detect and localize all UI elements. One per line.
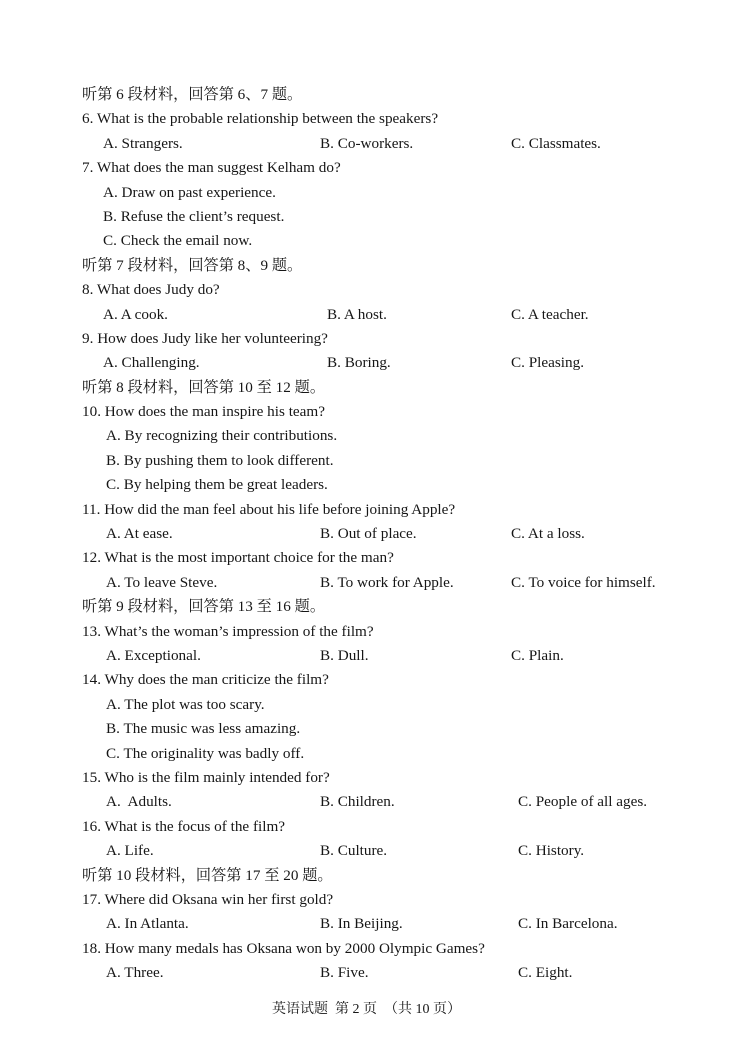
option-a: A. Draw on past experience. [103,183,276,201]
question-stem: 6. What is the probable relationship between the speakers? [82,110,439,128]
option-a: A. Three. [106,964,164,982]
section-instruction: 听第 9 段材料，回答第 13 至 16 题。 [82,598,325,616]
question-stem: 11. How did the man feel about his life before joining Apple? [82,500,456,518]
option-c: C. Check the email now. [103,232,253,250]
option-c: C. In Barcelona. [518,915,618,933]
question-stem: 8. What does Judy do? [82,281,220,299]
option-b: B. Refuse the client’s request. [103,207,285,225]
option-a: A. To leave Steve. [106,573,218,591]
section-instruction: 听第 8 段材料，回答第 10 至 12 题。 [82,378,325,396]
option-c: C. To voice for himself. [511,573,656,591]
option-c: C. People of all ages. [518,793,648,811]
listening-questions [0,83,752,985]
question-stem: 12. What is the most important choice for the man? [82,549,394,567]
question-stem: 15. Who is the film mainly intended for? [82,768,330,786]
question-stem: 17. Where did Oksana win her first gold? [82,890,334,908]
options-row [0,351,752,375]
section-instruction: 听第 7 段材料，回答第 8、9 题。 [82,256,303,274]
options-row [0,839,752,863]
option-b: B. The music was less amazing. [106,720,301,738]
section-instruction: 听第 10 段材料，回答第 17 至 20 题。 [82,866,333,884]
option-c: C. Pleasing. [511,354,584,372]
options-row [0,303,752,327]
option-b: B. Five. [320,964,369,982]
option-c: C. Plain. [511,646,564,664]
option-b: B. Boring. [327,354,391,372]
option-b: B. By pushing them to look different. [106,451,334,469]
option-c: C. By helping them be great leaders. [106,476,328,494]
question-stem: 10. How does the man inspire his team? [82,403,325,421]
options-row [0,571,752,595]
question-stem: 18. How many medals has Oksana won by 2000 Olympic Games? [82,939,485,957]
option-a: A. Exceptional. [106,646,201,664]
option-c: C. At a loss. [511,525,585,543]
option-a: A. Adults. [106,793,172,811]
option-c: C. A teacher. [511,305,589,323]
options-row [0,961,752,985]
options-row [0,912,752,936]
question-stem: 9. How does Judy like her volunteering? [82,329,328,347]
options-row [0,522,752,546]
option-c: C. Classmates. [511,134,601,152]
option-b: B. In Beijing. [320,915,403,933]
option-c: C. Eight. [518,964,573,982]
option-c: C. The originality was badly off. [106,744,305,762]
option-b: B. Out of place. [320,525,417,543]
option-a: A. By recognizing their contributions. [106,427,338,445]
option-a: A. A cook. [103,305,168,323]
option-a: A. Challenging. [103,354,200,372]
option-a: A. Life. [106,842,154,860]
question-stem: 7. What does the man suggest Kelham do? [82,159,341,177]
option-a: A. The plot was too scary. [106,695,265,713]
option-a: A. In Atlanta. [106,915,189,933]
option-c: C. History. [518,842,585,860]
option-a: A. Strangers. [103,134,183,152]
option-b: B. A host. [327,305,387,323]
option-b: B. To work for Apple. [320,573,454,591]
question-stem: 16. What is the focus of the film? [82,817,286,835]
question-stem: 14. Why does the man criticize the film? [82,671,329,689]
options-row [0,790,752,814]
question-stem: 13. What’s the woman’s impression of the film? [82,622,374,640]
page-footer: 英语试题 第 2 页 （共 10 页） [272,1002,461,1017]
option-b: B. Children. [320,793,395,811]
option-a: A. At ease. [106,525,173,543]
option-b: B. Dull. [320,646,369,664]
options-row [0,132,752,156]
option-b: B. Co-workers. [320,134,414,152]
options-row [0,644,752,668]
option-b: B. Culture. [320,842,388,860]
section-instruction: 听第 6 段材料，回答第 6、7 题。 [82,86,303,103]
